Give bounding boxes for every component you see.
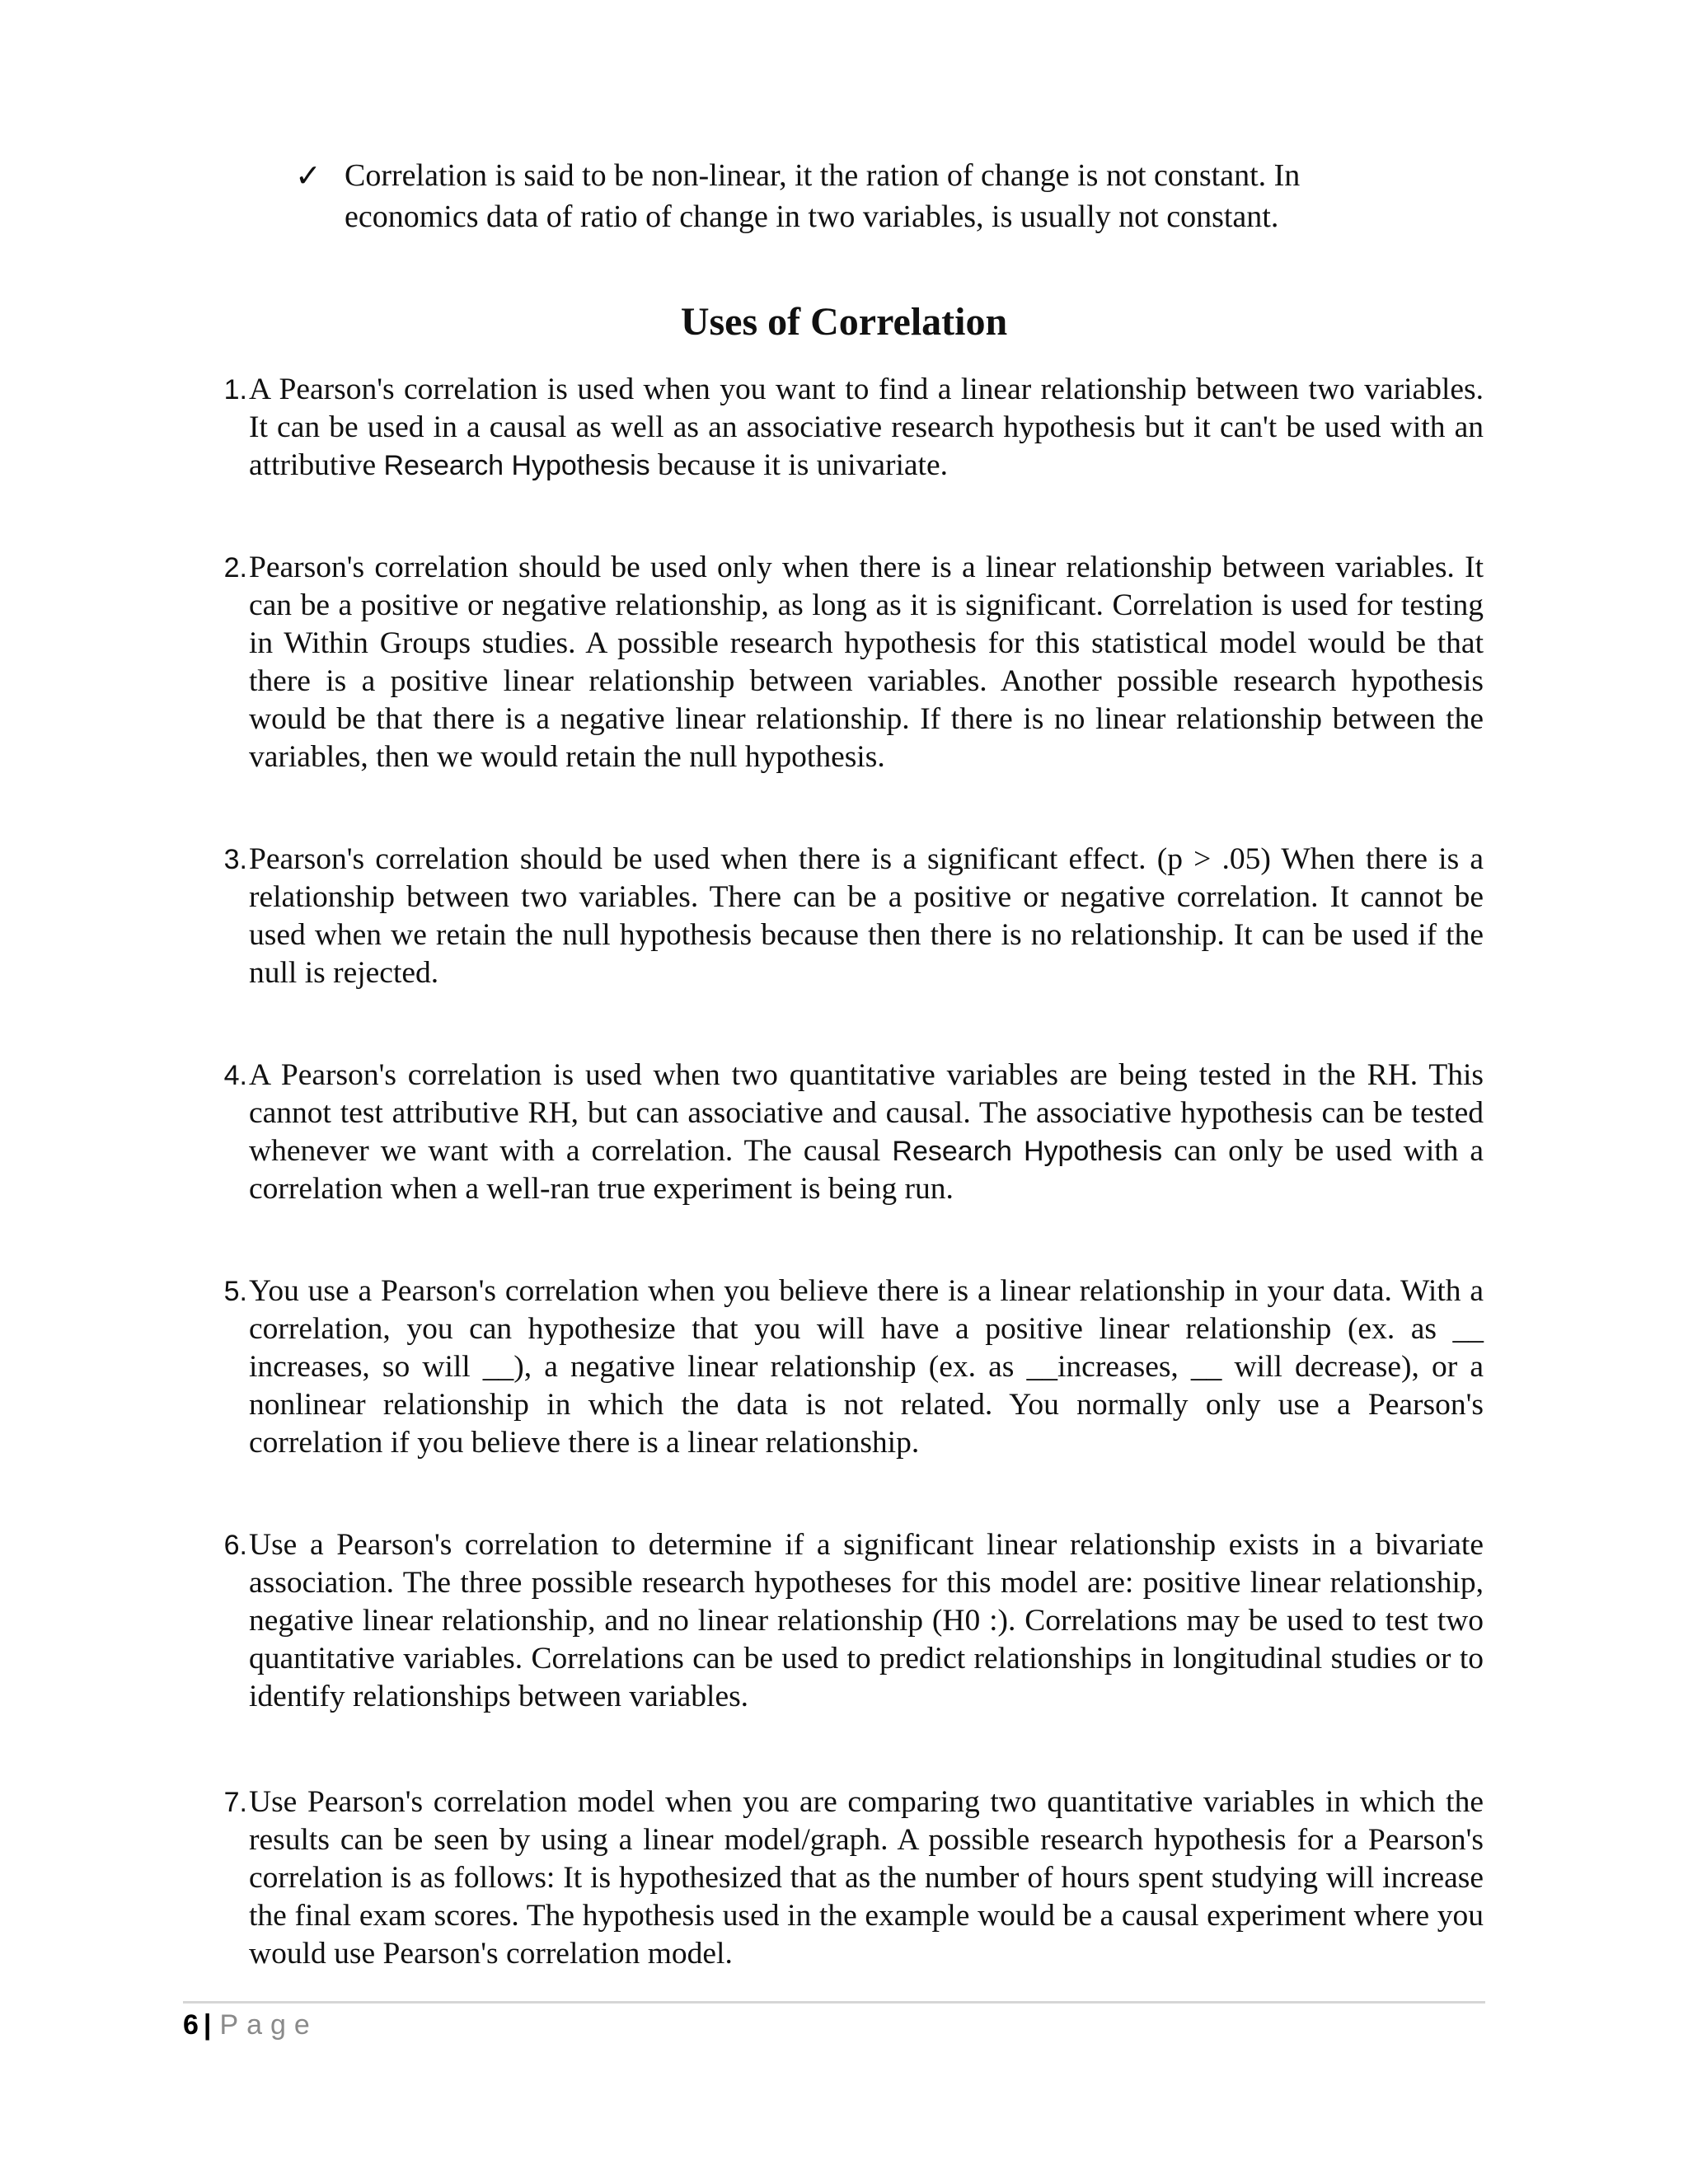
- list-item-1: [198, 371, 1484, 485]
- list-item-number: 1.: [223, 374, 247, 405]
- check-icon: ✓: [295, 157, 321, 194]
- list-item-3: [198, 841, 1484, 992]
- list-item-text: Pearson's correlation should be used when there is a significant effect. (p > .05) When there is a relationship between two variables. There can be a positive or negative correlation. It cannot be used when we retain the null hypothesis because then there is no relationship. It can be used if the null is rejected.: [249, 842, 1484, 990]
- list-item-text: A Pearson's correlation is used when two quantitative variables are being tested in the RH. This cannot test attributive RH, but can associative and causal. The associative hypothesis can be tested whenever we want with a correlation. The causal Research Hypothesis can only be used with a correlation when a well-ran true experiment is being run.: [249, 1058, 1484, 1206]
- list-item-6: [198, 1526, 1484, 1716]
- list-item-number: 3.: [223, 844, 247, 875]
- list-item-number: 6.: [223, 1530, 247, 1561]
- list-item-text: A Pearson's correlation is used when you want to find a linear relationship between two variables. It can be used in a causal as well as an associative research hypothesis but it can't be used with an attributive Research Hypothesis because it is univariate.: [249, 373, 1484, 482]
- research-hypothesis-term: Research Hypothesis: [892, 1136, 1163, 1167]
- page-label: Page: [219, 2009, 318, 2041]
- page-number: 6: [183, 2009, 199, 2041]
- footer-divider: [183, 2001, 1485, 2004]
- intro-bullet: [295, 155, 1383, 237]
- list-item-number: 7.: [223, 1787, 247, 1818]
- research-hypothesis-term: Research Hypothesis: [383, 450, 650, 481]
- list-item-text: You use a Pearson's correlation when you believe there is a linear relationship in your data. With a correlation, you can hypothesize that you will have a positive linear relationship (ex. as __ increases, so will __), a negative linear relationship (ex. as __increases, __ will decrease), or a nonlinear relationship in which the data is not related. You normally only use a Pearson's correlation if you believe there is a linear relationship.: [249, 1274, 1484, 1460]
- page-footer: [183, 2006, 318, 2044]
- list-item-7: [198, 1783, 1484, 1973]
- list-item-4: [198, 1057, 1484, 1208]
- list-item-5: [198, 1272, 1484, 1462]
- section-heading: Uses of Correlation: [680, 300, 1008, 344]
- footer-separator: |: [203, 2009, 212, 2041]
- list-item-2: [198, 549, 1484, 776]
- list-item-number: 2.: [223, 552, 247, 583]
- list-item-number: 5.: [223, 1276, 247, 1307]
- intro-bullet-text: Correlation is said to be non-linear, it the ration of change is not constant. In economics data of ratio of change in two variables, is usually not constant.: [345, 158, 1301, 234]
- list-item-number: 4.: [223, 1060, 247, 1091]
- list-item-text: Use a Pearson's correlation to determine if a significant linear relationship exists in a bivariate association. The three possible research hypotheses for this model are: positive linear relationship, negative linear relationship, and no linear relationship (H0 :). Correlations may be used to test two quantitative variables. Correlations can be used to predict relationships in longitudinal studies or to identify relationships between variables.: [249, 1528, 1484, 1713]
- list-item-text: Use Pearson's correlation model when you are comparing two quantitative variables in which the results can be seen by using a linear model/graph. A possible research hypothesis for a Pearson's correlation is as follows: It is hypothesized that as the number of hours spent studying will increase the final exam scores. The hypothesis used in the example would be a causal experiment where you would use Pearson's correlation model.: [249, 1785, 1484, 1971]
- list-item-text: Pearson's correlation should be used only when there is a linear relationship between variables. It can be a positive or negative relationship, as long as it is significant. Correlation is used for testing in Within Groups studies. A possible research hypothesis for this statistical model would be that there is a positive linear relationship between variables. Another possible research hypothesis would be that there is a negative linear relationship. If there is no linear relationship between the variables, then we would retain the null hypothesis.: [249, 551, 1484, 774]
